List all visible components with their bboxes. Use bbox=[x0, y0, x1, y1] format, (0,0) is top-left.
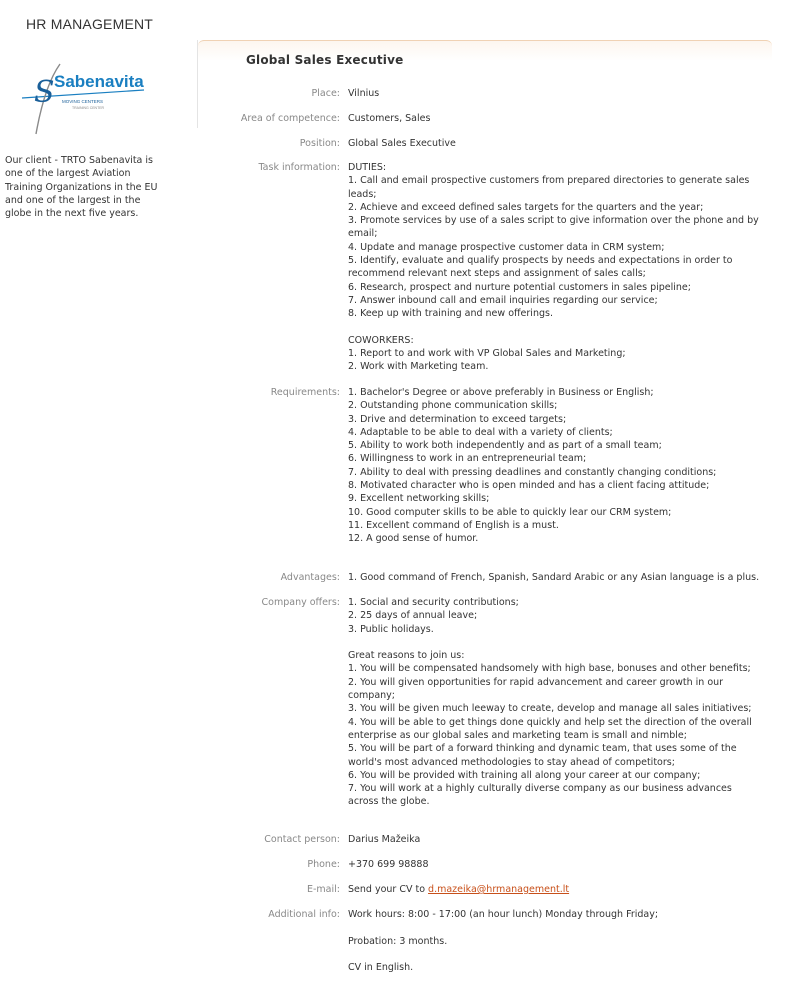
list-item: 3. Drive and determination to exceed targets; bbox=[348, 413, 567, 425]
additional-line: Work hours: 8:00 - 17:00 (an hour lunch) Monday through Friday; bbox=[348, 909, 659, 920]
email-value bbox=[348, 883, 764, 896]
email-label: E-mail: bbox=[307, 884, 340, 895]
svg-text:Sabenavita: Sabenavita bbox=[54, 72, 144, 91]
position-value: Global Sales Executive bbox=[348, 138, 456, 149]
list-item: 1. Bachelor's Degree or above preferably in Business or English; bbox=[348, 387, 654, 398]
list-item: 6. You will be provided with training all along your career at our company; bbox=[348, 769, 701, 781]
additional-value bbox=[348, 908, 764, 974]
requirements-value bbox=[348, 386, 764, 546]
phone-row bbox=[198, 858, 764, 871]
advantages-value bbox=[348, 571, 764, 584]
list-item: 1. Call and email prospective customers from prepared directories to generate sales leads; bbox=[348, 175, 750, 200]
place-label: Place: bbox=[311, 88, 340, 99]
phone-label: Phone: bbox=[307, 859, 340, 870]
list-item: 2. 25 days of annual leave; bbox=[348, 610, 478, 622]
email-link[interactable]: d.mazeika@hrmanagement.lt bbox=[428, 884, 570, 895]
svg-text:S: S bbox=[34, 75, 55, 110]
requirements-label: Requirements: bbox=[270, 387, 340, 398]
job-title: Global Sales Executive bbox=[246, 53, 404, 67]
additional-line: Probation: 3 months. bbox=[348, 935, 448, 947]
email-prefix: Send your CV to bbox=[348, 884, 429, 895]
additional-row bbox=[198, 908, 764, 974]
list-item: 2. Achieve and exceed defined sales targets for the quarters and the year; bbox=[348, 201, 704, 213]
company-logo bbox=[20, 60, 148, 136]
list-item: 4. Update and manage prospective customer data in CRM system; bbox=[348, 241, 665, 253]
list-item: 2. Work with Marketing team. bbox=[348, 361, 489, 373]
contact-value: Darius Mažeika bbox=[348, 834, 421, 845]
additional-line: CV in English. bbox=[348, 962, 414, 974]
list-item: 7. You will work at a highly culturally diverse company as our business advances across the globe. bbox=[348, 783, 732, 808]
svg-text:MOVING CENTERS: MOVING CENTERS bbox=[62, 99, 104, 104]
list-item: 1. Report to and work with VP Global Sales and Marketing; bbox=[348, 348, 626, 360]
advantages-row bbox=[198, 571, 764, 584]
list-item: 3. Public holidays. bbox=[348, 623, 434, 635]
phone-value: +370 699 98888 bbox=[348, 859, 429, 870]
position-label: Position: bbox=[299, 138, 340, 149]
offers-value bbox=[348, 596, 764, 809]
list-item: 7. Ability to deal with pressing deadlines and constantly changing conditions; bbox=[348, 466, 717, 478]
client-description: Our client - TRTO Sabenavita is one of the largest Aviation Training Organizations in the EU and one of the largest in the globe in the next five years. bbox=[5, 155, 158, 220]
requirements-row bbox=[198, 386, 764, 546]
list-item: 1. You will be compensated handsomely with high base, bonuses and other benefits; bbox=[348, 663, 751, 675]
task-label: Task information: bbox=[258, 162, 340, 173]
list-item: 9. Excellent networking skills; bbox=[348, 493, 490, 505]
additional-label: Additional info: bbox=[268, 909, 340, 920]
list-item: 3. You will be given much leeway to create, develop and manage all sales initiatives; bbox=[348, 703, 752, 715]
contact-row bbox=[198, 833, 764, 846]
task-value bbox=[348, 161, 764, 374]
reasons-heading: Great reasons to join us: bbox=[348, 650, 465, 662]
duties-heading: DUTIES: bbox=[348, 162, 387, 173]
list-item: 6. Willingness to work in an entrepreneurial team; bbox=[348, 453, 587, 465]
position-row bbox=[198, 137, 764, 150]
area-row bbox=[198, 112, 764, 125]
svg-text:TRAINING CENTER: TRAINING CENTER bbox=[72, 106, 105, 110]
list-item: 5. Identify, evaluate and qualify prospects by needs and expectations in order to recommend relevant next steps and assignment of sales calls; bbox=[348, 255, 733, 280]
place-row bbox=[198, 87, 764, 100]
list-item: 3. Promote services by use of a sales script to give information over the phone and by email; bbox=[348, 215, 759, 240]
list-item: 5. You will be part of a forward thinking and dynamic team, that uses some of the world's most advanced methodologies to stay ahead of competitors; bbox=[348, 743, 737, 768]
list-item: 1. Good command of French, Spanish, Sandard Arabic or any Asian language is a plus. bbox=[348, 572, 760, 583]
site-brand[interactable]: HR MANAGEMENT bbox=[26, 16, 154, 32]
list-item: 5. Ability to work both independently and as part of a small team; bbox=[348, 440, 662, 452]
area-label: Area of competence: bbox=[240, 113, 340, 124]
offers-row bbox=[198, 596, 764, 809]
contact-label: Contact person: bbox=[264, 834, 340, 845]
coworkers-heading: COWORKERS: bbox=[348, 334, 414, 346]
advantages-label: Advantages: bbox=[280, 572, 340, 583]
list-item: 8. Motivated character who is open minded and has a client facing attitude; bbox=[348, 480, 710, 492]
list-item: 11. Excellent command of English is a must. bbox=[348, 519, 559, 531]
list-item: 12. A good sense of humor. bbox=[348, 533, 479, 545]
area-value: Customers, Sales bbox=[348, 113, 431, 124]
email-row bbox=[198, 883, 764, 896]
place-value: Vilnius bbox=[348, 88, 380, 99]
list-item: 7. Answer inbound call and email inquiries regarding our service; bbox=[348, 294, 658, 306]
list-item: 4. Adaptable to be able to deal with a variety of clients; bbox=[348, 426, 613, 438]
list-item: 2. Outstanding phone communication skills; bbox=[348, 400, 558, 412]
list-item: 1. Social and security contributions; bbox=[348, 597, 519, 608]
list-item: 10. Good computer skills to be able to quickly lear our CRM system; bbox=[348, 506, 672, 518]
task-row bbox=[198, 161, 764, 374]
list-item: 2. You will given opportunities for rapid advancement and career growth in our company; bbox=[348, 676, 724, 702]
list-item: 4. You will be able to get things done quickly and help set the direction of the overall enterprise as our global sales and marketing team is small and nimble; bbox=[348, 716, 752, 741]
list-item: 6. Research, prospect and nurture potential customers in sales pipeline; bbox=[348, 281, 691, 293]
list-item: 8. Keep up with training and new offerings. bbox=[348, 308, 553, 320]
offers-label: Company offers: bbox=[261, 597, 340, 608]
